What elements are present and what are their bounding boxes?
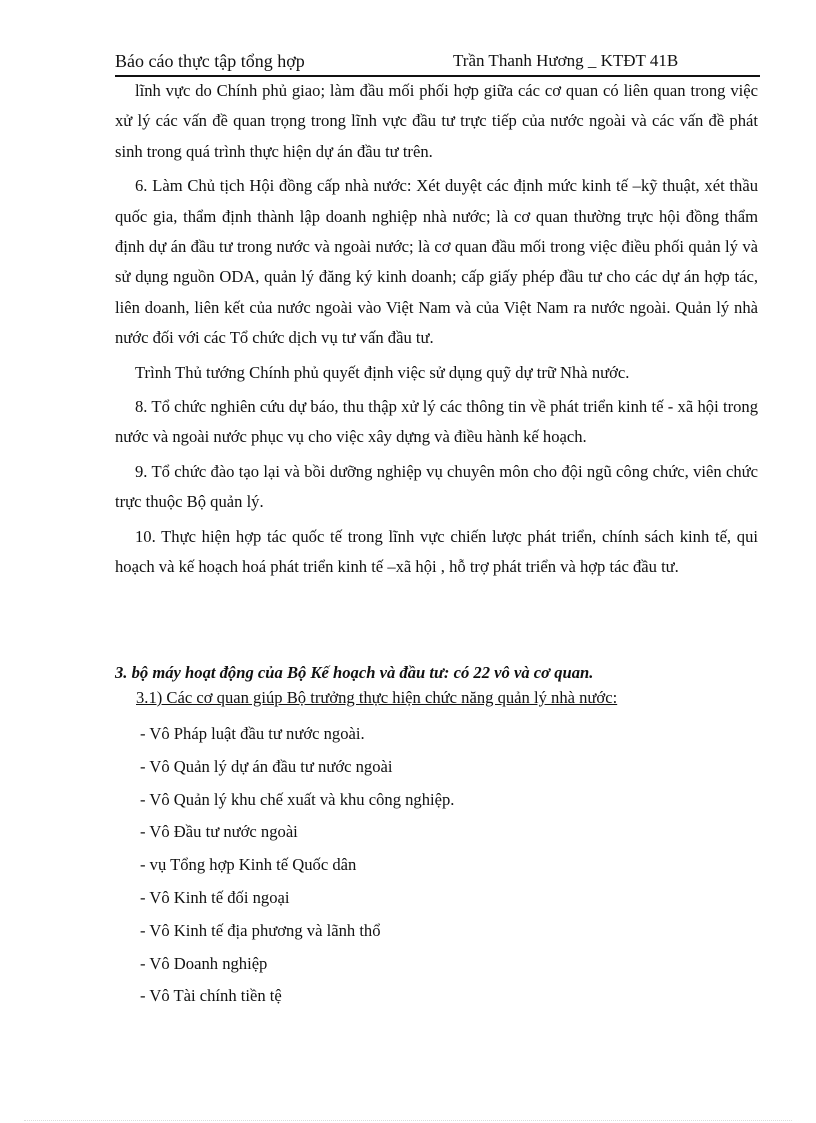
list-item: - Vô Kinh tế địa phương và lãnh thổ [140, 920, 381, 940]
paragraph-item-9: 9. Tổ chức đào tạo lại và bồi dưỡng nghiệp vụ chuyên môn cho đội ngũ công chức, viên chức trực thuộc Bộ quản lý. [115, 461, 758, 512]
header-report-title: Báo cáo thực tập tổng hợp [115, 51, 305, 71]
list-item: - Vô Quản lý dự án đầu tư nước ngoài [140, 756, 393, 776]
body-text [115, 76, 758, 587]
paragraph-item-7: Trình Thủ tướng Chính phủ quyết định việc sử dụng quỹ dự trữ Nhà nước. [135, 362, 630, 382]
subsection-heading: 3.1) Các cơ quan giúp Bộ trưởng thực hiện chức năng quản lý nhà nước: [136, 688, 618, 707]
list-item: - Vô Kinh tế đối ngoại [140, 887, 290, 907]
paragraph-item-10: 10. Thực hiện hợp tác quốc tế trong lĩnh vực chiến lược phát triển, chính sách kinh tế, qui hoạch và kế hoạch hoá phát triển kinh tế –xã hội , hỗ trợ phát triển và hợp tác đầu tư. [115, 526, 758, 577]
section-heading: 3. bộ máy hoạt động của Bộ Kế hoạch và đầu tư: có 22 vô và cơ quan. [115, 663, 594, 682]
page-bottom-divider [24, 1120, 792, 1121]
header-author: Trần Thanh Hương _ KTĐT 41B [453, 51, 679, 70]
list-item: - Vô Pháp luật đầu tư nước ngoài. [140, 724, 365, 743]
list-item: - Vô Quản lý khu chế xuất và khu công nghiệp. [140, 789, 455, 809]
department-list [140, 720, 454, 1015]
list-item: - Vô Đầu tư nước ngoài [140, 822, 298, 842]
list-item: - Vô Doanh nghiệp [140, 953, 268, 973]
paragraph-item-6: 6. Làm Chủ tịch Hội đồng cấp nhà nước: Xét duyệt các định mức kinh tế –kỹ thuật, xét thầu quốc gia, thẩm định thành lập doanh nghiệp nhà nước; là cơ quan thường trực hội đồng thẩm định dự án đầu tư trong nước và ngoài nước; là cơ quan đầu mối trong việc điều phối quản lý và sử dụng nguồn ODA, quản lý đăng ký kinh doanh; cấp giấy phép đầu tư cho các dự án hợp tác, liên doanh, liên kết của nước ngoài vào Việt Nam và của Việt Nam ra nước ngoài. Quản lý nhà nước đối với các Tổ chức dịch vụ tư vấn đầu tư. [115, 176, 758, 348]
paragraph-item-8: 8. Tổ chức nghiên cứu dự báo, thu thập xử lý các thông tin về phát triển kinh tế - xã hội trong nước và ngoài nước phục vụ cho việc xây dựng và điều hành kế hoạch. [115, 397, 758, 447]
list-item: - vụ Tổng hợp Kinh tế Quốc dân [140, 855, 357, 875]
list-item: - Vô Tài chính tiền tệ [140, 986, 282, 1006]
page-header [115, 49, 760, 77]
paragraph-continuation: lĩnh vực do Chính phủ giao; làm đầu mối phối hợp giữa các cơ quan có liên quan trong việc xử lý các vấn đề quan trọng trong lĩnh vực đầu tư trực tiếp của nước ngoài và các vấn đề phát sinh trong quá trình thực hiện dự án đầu tư trên. [115, 81, 758, 161]
